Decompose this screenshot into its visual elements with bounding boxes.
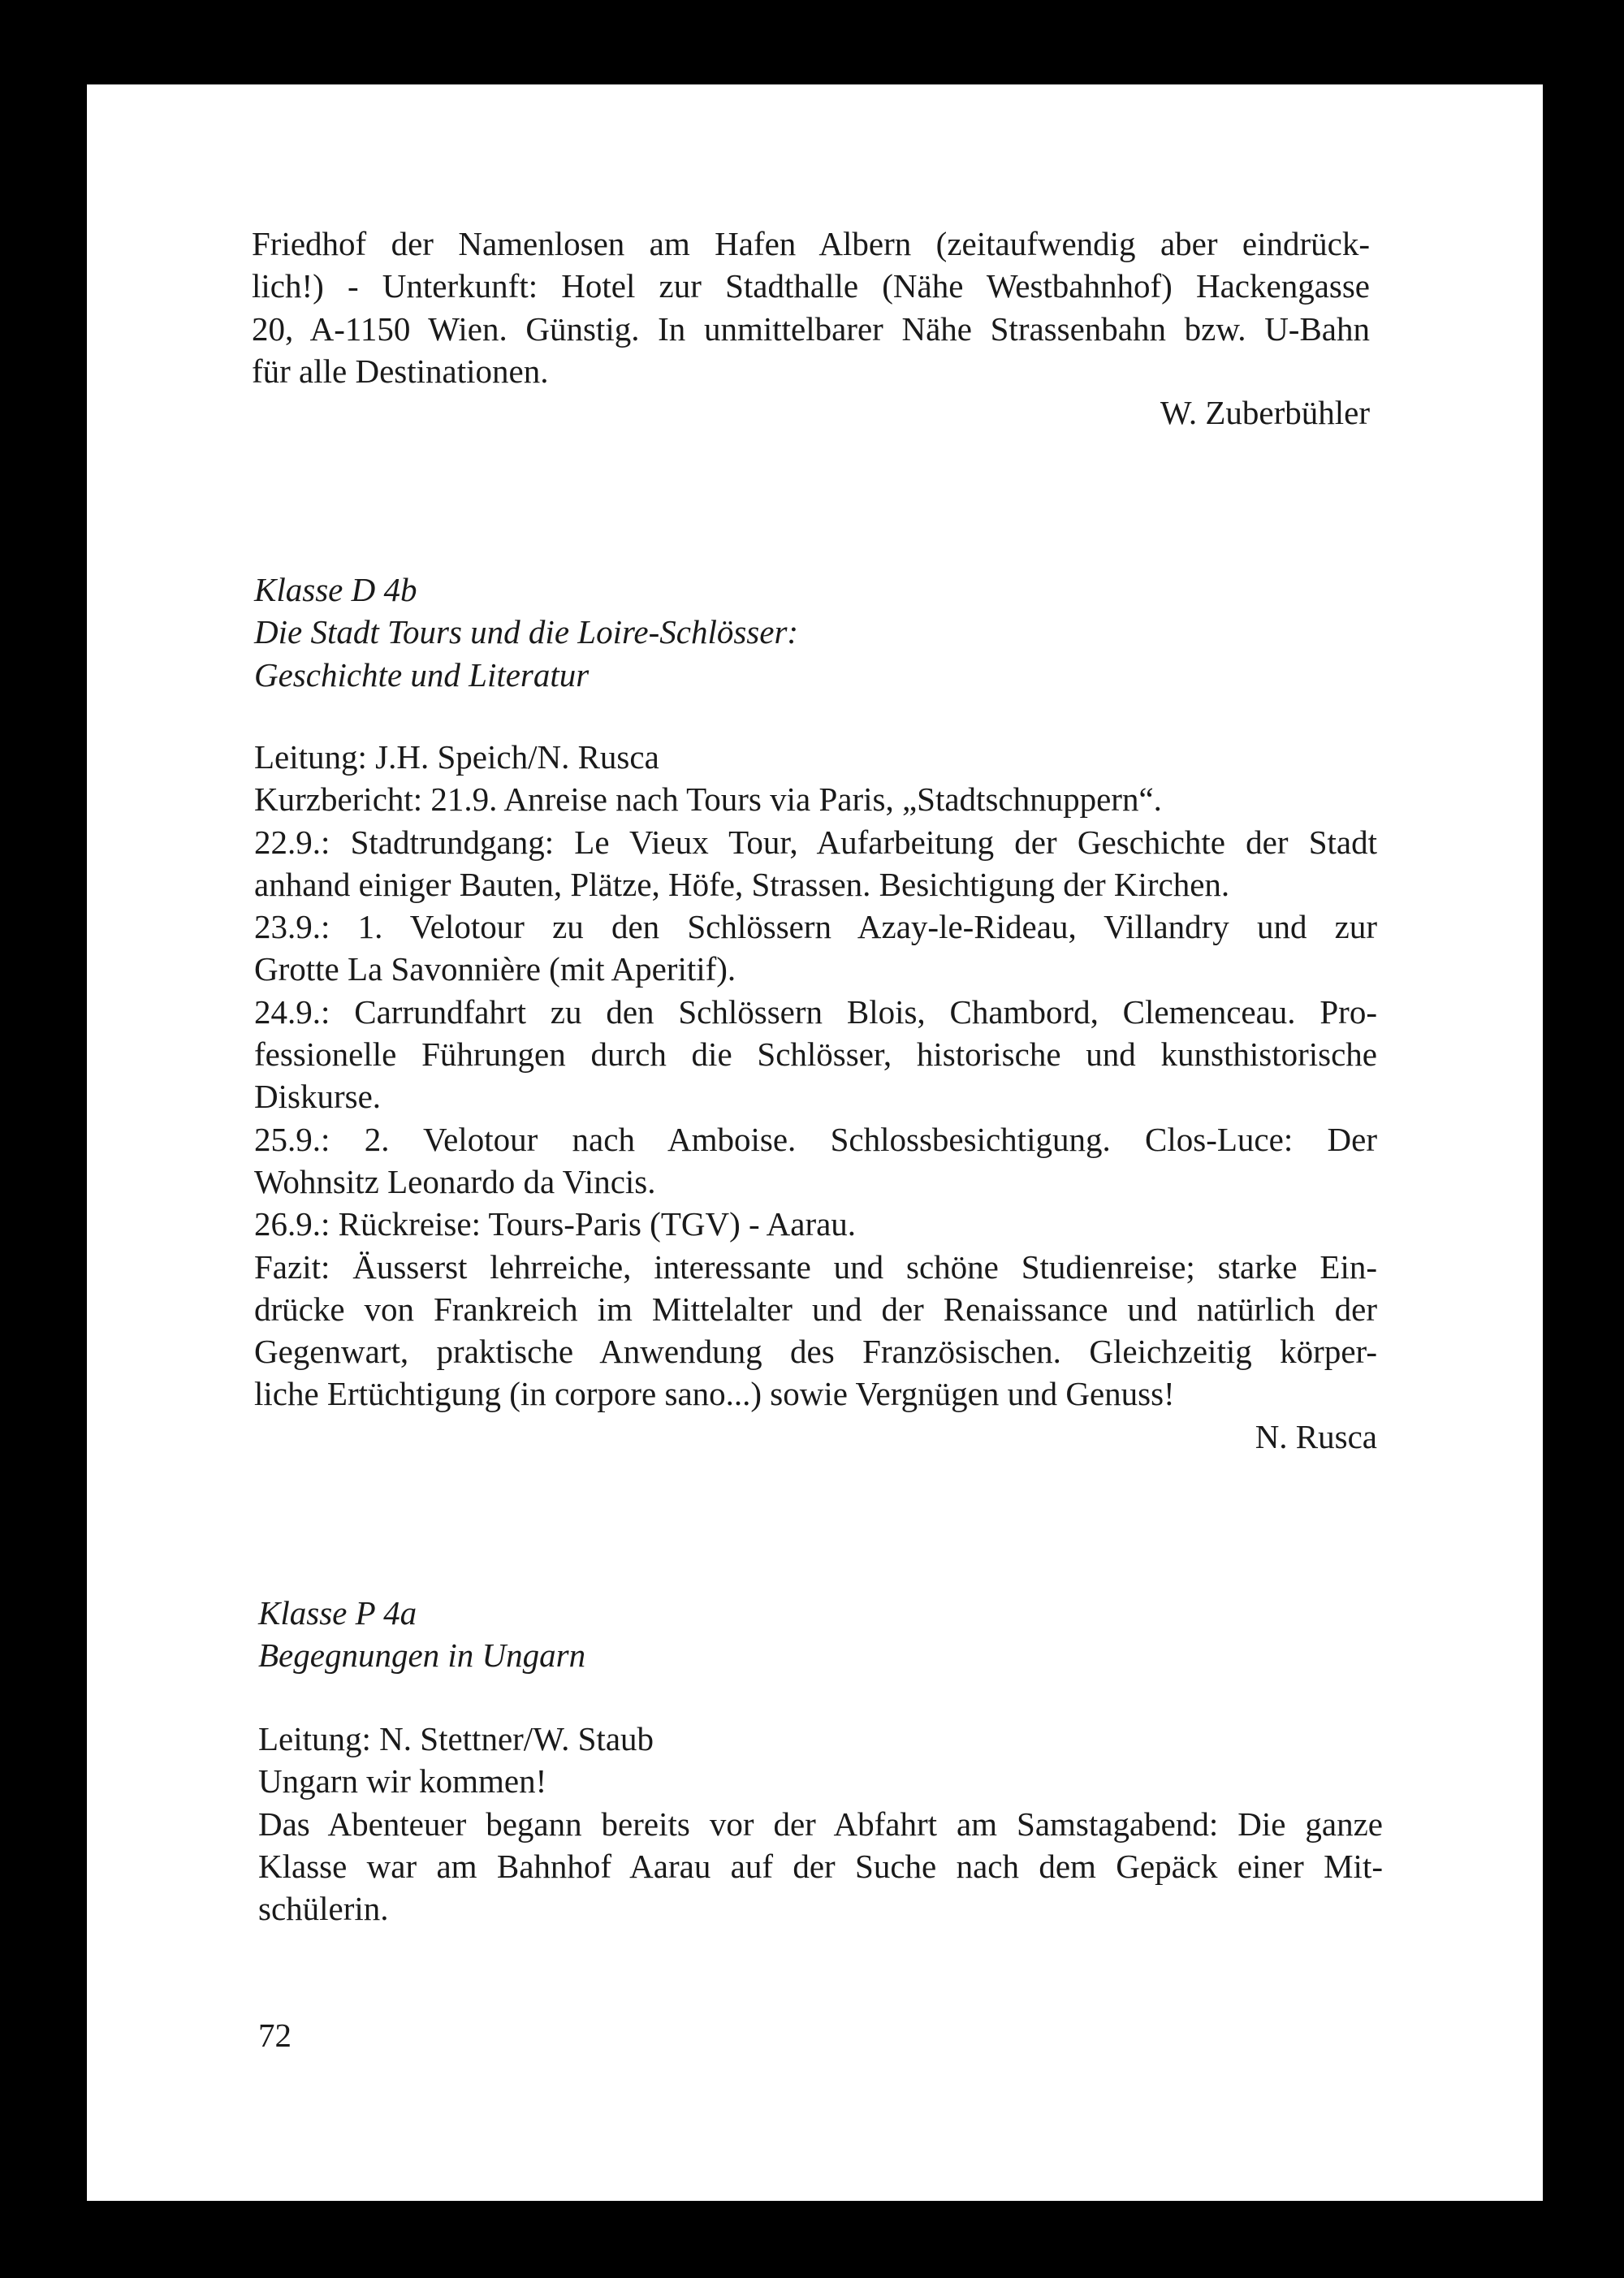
text-line: für alle Destinationen. xyxy=(252,352,549,390)
text-line: 23.9.: 1. Velotour zu den Schlössern Azay-le-Rideau, Villandry und zur xyxy=(254,908,1377,946)
text-line: 25.9.: 2. Velotour nach Amboise. Schlossbesichtigung. Clos-Luce: Der xyxy=(254,1120,1377,1158)
section3-body xyxy=(258,1718,1383,1930)
section1-signature xyxy=(252,391,1370,434)
section2-heading xyxy=(254,568,1377,696)
text-line: schülerin. xyxy=(258,1890,389,1928)
heading-line: Die Stadt Tours und die Loire-Schlösser: xyxy=(254,613,799,651)
text-line: 26.9.: Rückreise: Tours-Paris (TGV) - Aarau. xyxy=(254,1205,857,1243)
text-line: 24.9.: Carrundfahrt zu den Schlössern Blois, Chambord, Clemenceau. Pro- xyxy=(254,992,1377,1031)
text-line: Klasse war am Bahnhof Aarau auf der Suche nach dem Gepäck einer Mit- xyxy=(258,1847,1383,1885)
text-line: Leitung: J.H. Speich/N. Rusca xyxy=(254,738,659,776)
text-line: Das Abenteuer begann bereits vor der Abfahrt am Samstagabend: Die ganze xyxy=(258,1805,1383,1843)
text-line: Leitung: N. Stettner/W. Staub xyxy=(258,1720,654,1757)
text-line: lich!) - Unterkunft: Hotel zur Stadthalle (Nähe Westbahnhof) Hackengasse xyxy=(252,267,1370,305)
text-line: Grotte La Savonnière (mit Aperitif). xyxy=(254,950,736,988)
text-line: Wohnsitz Leonardo da Vincis. xyxy=(254,1162,656,1200)
text-line: anhand einiger Bauten, Plätze, Höfe, Strassen. Besichtigung der Kirchen. xyxy=(254,865,1230,903)
text-line: liche Ertüchtigung (in corpore sano...) sowie Vergnügen und Genuss! xyxy=(254,1375,1175,1413)
heading-line: Klasse D 4b xyxy=(254,571,417,608)
section3-heading xyxy=(258,1592,1383,1677)
signature: N. Rusca xyxy=(1255,1417,1377,1455)
section-vienna-end xyxy=(252,223,1370,392)
heading-line: Klasse P 4a xyxy=(258,1594,417,1632)
text-line: Kurzbericht: 21.9. Anreise nach Tours via Paris, „Stadtschnuppern“. xyxy=(254,780,1162,819)
text-line: drücke von Frankreich im Mittelalter und der Renaissance und natürlich der xyxy=(254,1290,1377,1328)
text-line: Ungarn wir kommen! xyxy=(258,1762,547,1800)
document-page xyxy=(87,84,1543,2201)
section2-body xyxy=(254,736,1377,1458)
text-line: Friedhof der Namenlosen am Hafen Albern (zeitaufwendig aber eindrück- xyxy=(252,225,1370,262)
text-line: 20, A-1150 Wien. Günstig. In unmittelbarer Nähe Strassenbahn bzw. U-Bahn xyxy=(252,309,1370,348)
heading-line: Begegnungen in Ungarn xyxy=(258,1636,586,1675)
text-line: Gegenwart, praktische Anwendung des Französischen. Gleichzeitig körper- xyxy=(254,1333,1377,1371)
text-line: 22.9.: Stadtrundgang: Le Vieux Tour, Aufarbeitung der Geschichte der Stadt xyxy=(254,823,1377,861)
signature: W. Zuberbühler xyxy=(1160,394,1370,431)
text-line: fessionelle Führungen durch die Schlösser, historische und kunsthistorische xyxy=(254,1035,1377,1074)
text-line: Fazit: Äusserst lehrreiche, interessante und schöne Studienreise; starke Ein- xyxy=(254,1247,1377,1286)
heading-line: Geschichte und Literatur xyxy=(254,655,590,694)
text-line: Diskurse. xyxy=(254,1078,382,1116)
page-number: 72 xyxy=(258,2016,292,2054)
